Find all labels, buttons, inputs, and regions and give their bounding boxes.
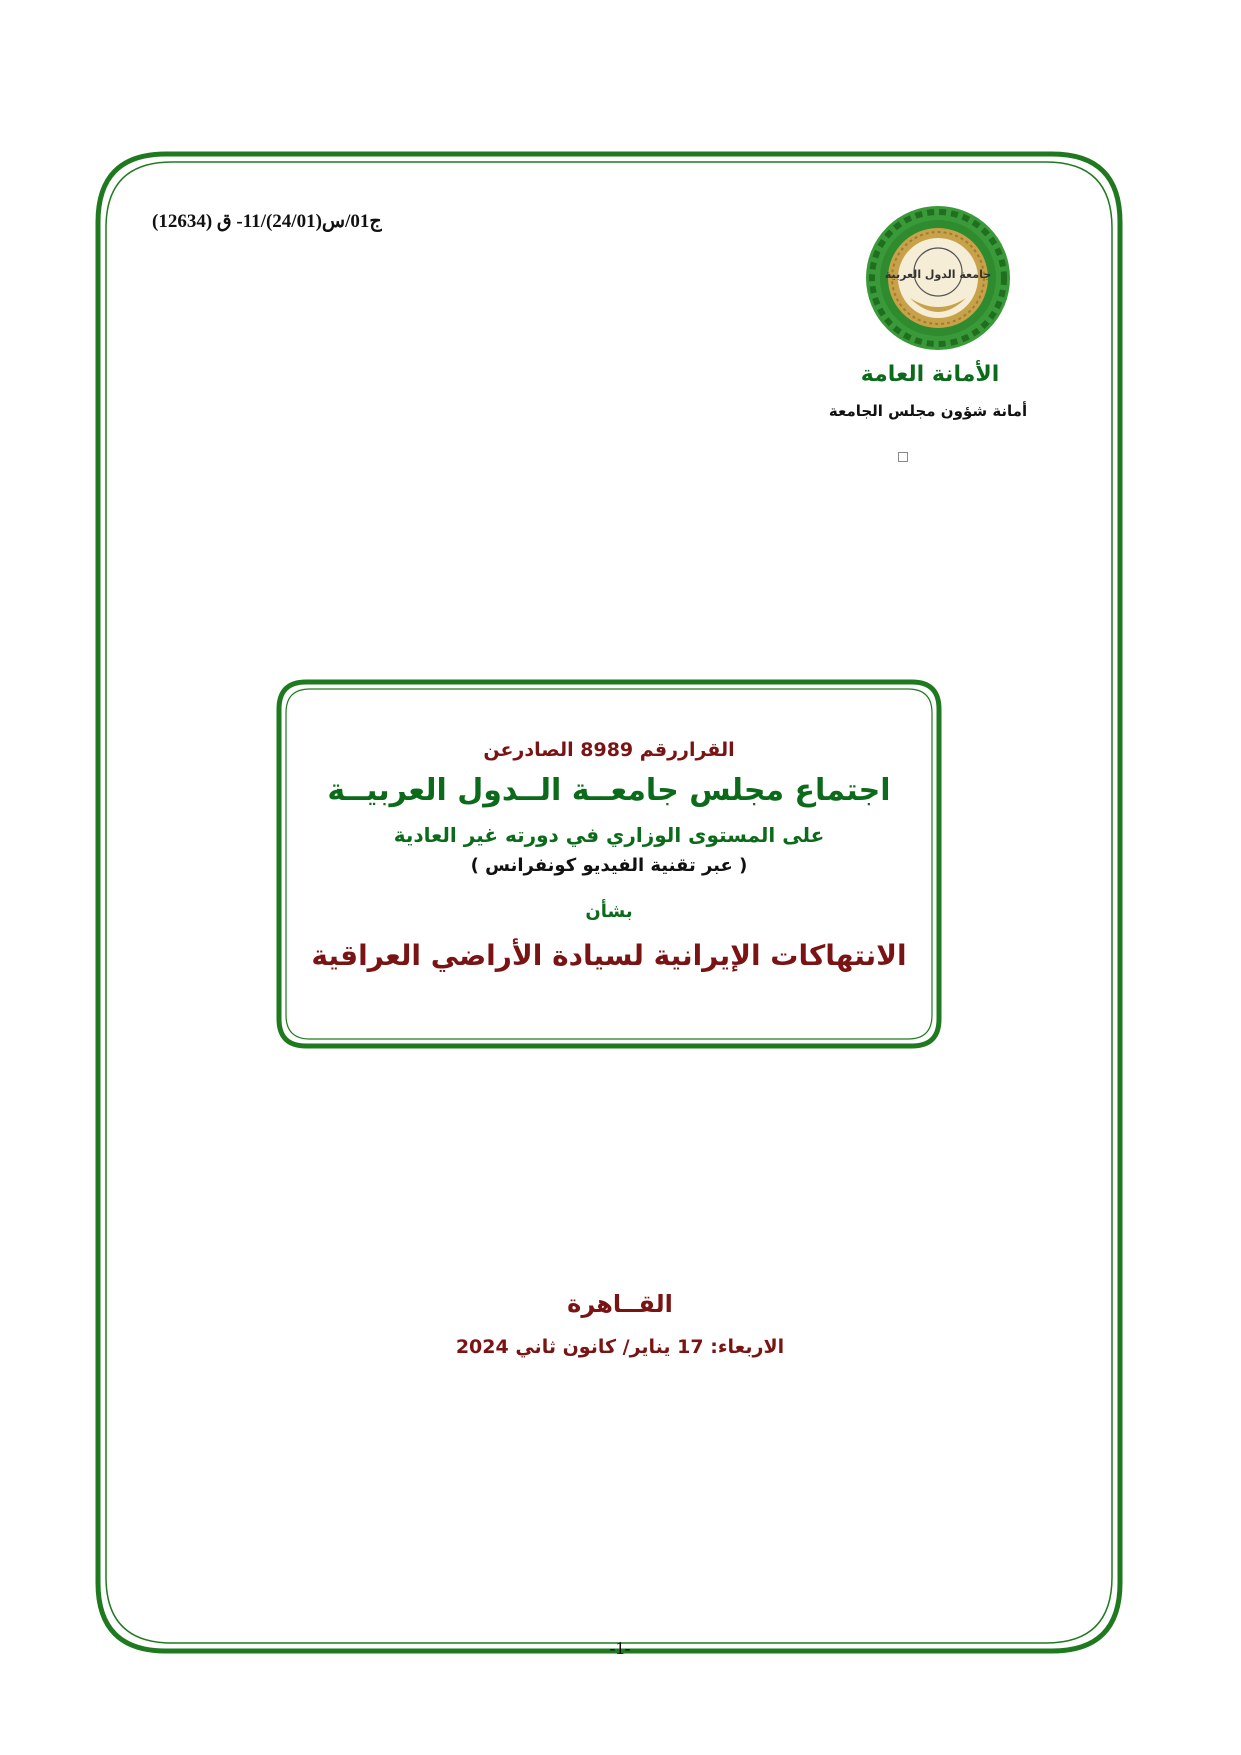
emblem-text: جامعة الدول العربية xyxy=(884,268,992,281)
meeting-date: الاربعاء: 17 يناير/ كانون ثاني 2024 xyxy=(455,1336,785,1358)
video-conference-line: ( عبر تقنية الفيديو كونفرانس ) xyxy=(470,855,748,876)
page-number: -1- xyxy=(609,1638,631,1658)
decision-number-line: القراررقم 8989 الصادرعن xyxy=(483,739,735,761)
meeting-level-line: على المستوى الوزاري في دورته غير العادية xyxy=(393,823,825,847)
decision-subject: الانتهاكات الإيرانية لسيادة الأراضي العراقية xyxy=(311,939,907,972)
regarding-label: بشأن xyxy=(585,901,633,922)
document-reference-number: ج01/س(24/01)/11- ق (12634) xyxy=(152,211,382,232)
org-title: الأمانة العامة xyxy=(860,362,1000,387)
org-subtitle: أمانة شؤون مجلس الجامعة xyxy=(828,402,1028,420)
meeting-title: اجتماع مجلس جامعــة الــدول العربيــة xyxy=(327,773,891,808)
checkbox-glyph-icon xyxy=(898,452,908,462)
decision-content xyxy=(276,679,942,1049)
city-name: القــاهرة xyxy=(567,1290,673,1318)
arab-league-emblem xyxy=(858,198,1018,358)
